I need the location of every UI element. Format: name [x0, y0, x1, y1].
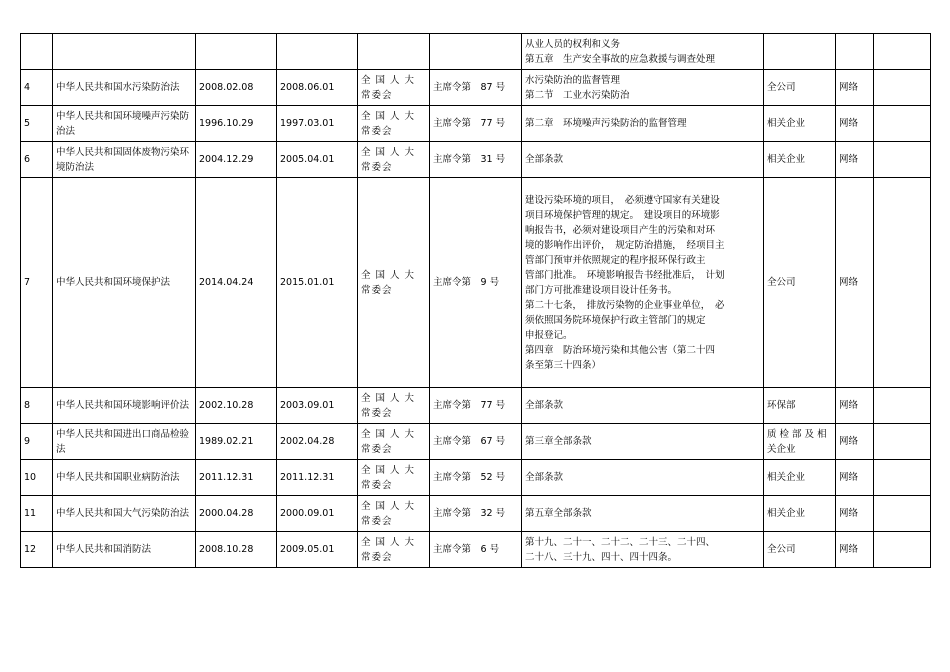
issue-date-cell: 2014.04.24	[196, 178, 277, 388]
order-number-cell: 主席令第 32 号	[430, 496, 522, 532]
clause-line: 建设污染环境的项目， 必须遵守国家有关建设	[525, 194, 720, 206]
source-cell: 网络	[836, 460, 874, 496]
law-name-cell: 中华人民共和国大气污染防治法	[53, 496, 196, 532]
issuing-authority-cell: 全 国 人 大 常委会	[358, 460, 430, 496]
table-row	[21, 142, 931, 178]
source-cell: 网络	[836, 532, 874, 568]
row-number-cell: 5	[21, 106, 53, 142]
applicable-clauses-cell	[522, 424, 764, 460]
effective-date-cell: 2008.06.01	[277, 70, 358, 106]
issue-date-cell	[196, 34, 277, 70]
effective-date-cell: 2003.09.01	[277, 388, 358, 424]
row-number-cell: 9	[21, 424, 53, 460]
regulations-table-body	[21, 34, 931, 568]
table-row	[21, 460, 931, 496]
clause-line: 第二十七条， 排放污染物的企业事业单位， 必	[525, 299, 725, 311]
effective-date-cell: 1997.03.01	[277, 106, 358, 142]
issue-date-cell: 2000.04.28	[196, 496, 277, 532]
clause-line: 从业人员的权利和义务	[525, 38, 621, 50]
blank-cell	[874, 34, 931, 70]
table-row	[21, 34, 931, 70]
clause-line: 第二章 环境噪声污染防治的监督管理	[525, 118, 687, 129]
blank-cell	[874, 388, 931, 424]
applicable-scope-cell: 质 检 部 及 相关企业	[764, 424, 836, 460]
order-number-cell	[430, 34, 522, 70]
law-name-cell: 中华人民共和国环境影响评价法	[53, 388, 196, 424]
table-row	[21, 106, 931, 142]
issuing-authority-cell: 全 国 人 大 常委会	[358, 106, 430, 142]
law-name-cell	[53, 34, 196, 70]
applicable-scope-cell: 相关企业	[764, 460, 836, 496]
order-number-cell: 主席令第 87 号	[430, 70, 522, 106]
row-number-cell: 7	[21, 178, 53, 388]
blank-cell	[874, 532, 931, 568]
applicable-clauses-cell	[522, 142, 764, 178]
row-number-cell: 6	[21, 142, 53, 178]
applicable-clauses-cell	[522, 178, 764, 388]
blank-cell	[874, 142, 931, 178]
clause-line: 管部门预审并依照规定的程序报环保行政主	[525, 254, 706, 266]
order-number-cell: 主席令第 9 号	[430, 178, 522, 388]
source-cell	[836, 34, 874, 70]
source-cell: 网络	[836, 142, 874, 178]
issue-date-cell: 1989.02.21	[196, 424, 277, 460]
issuing-authority-cell: 全 国 人 大 常委会	[358, 496, 430, 532]
blank-cell	[874, 70, 931, 106]
source-cell: 网络	[836, 178, 874, 388]
law-name-cell: 中华人民共和国固体废物污染环境防治法	[53, 142, 196, 178]
applicable-scope-cell: 相关企业	[764, 106, 836, 142]
table-row	[21, 424, 931, 460]
issuing-authority-cell: 全 国 人 大 常委会	[358, 142, 430, 178]
law-name-cell: 中华人民共和国进出口商品检验法	[53, 424, 196, 460]
clause-line: 项目环境保护管理的规定。 建设项目的环境影	[525, 209, 720, 221]
applicable-scope-cell: 相关企业	[764, 142, 836, 178]
law-name-cell: 中华人民共和国环境保护法	[53, 178, 196, 388]
clause-line: 响报告书，必须对建设项目产生的污染和对环	[525, 224, 716, 236]
order-number-cell: 主席令第 31 号	[430, 142, 522, 178]
issuing-authority-cell: 全 国 人 大 常委会	[358, 70, 430, 106]
clause-line: 管部门批准。 环境影响报告书经批准后， 计划	[525, 269, 725, 281]
clause-line: 水污染防治的监督管理	[525, 74, 621, 86]
law-name-cell: 中华人民共和国消防法	[53, 532, 196, 568]
table-row	[21, 496, 931, 532]
source-cell: 网络	[836, 106, 874, 142]
clause-line: 部门方可批准建设项目设计任务书。	[525, 284, 678, 296]
applicable-scope-cell	[764, 34, 836, 70]
effective-date-cell: 2002.04.28	[277, 424, 358, 460]
issue-date-cell: 1996.10.29	[196, 106, 277, 142]
clause-line: 第四章 防治环境污染和其他公害（第二十四	[525, 344, 716, 356]
source-cell: 网络	[836, 70, 874, 106]
applicable-clauses-cell	[522, 496, 764, 532]
applicable-scope-cell: 全公司	[764, 178, 836, 388]
effective-date-cell: 2005.04.01	[277, 142, 358, 178]
applicable-clauses-cell	[522, 106, 764, 142]
applicable-clauses-cell	[522, 34, 764, 70]
clause-line: 第二节 工业水污染防治	[525, 89, 630, 101]
issuing-authority-cell: 全 国 人 大 常委会	[358, 532, 430, 568]
effective-date-cell	[277, 34, 358, 70]
clause-line: 条至第三十四条）	[525, 359, 602, 371]
row-number-cell: 10	[21, 460, 53, 496]
row-number-cell: 4	[21, 70, 53, 106]
applicable-clauses-cell	[522, 388, 764, 424]
order-number-cell: 主席令第 77 号	[430, 106, 522, 142]
source-cell: 网络	[836, 388, 874, 424]
effective-date-cell: 2011.12.31	[277, 460, 358, 496]
order-number-cell: 主席令第 52 号	[430, 460, 522, 496]
applicable-scope-cell: 全公司	[764, 532, 836, 568]
law-name-cell: 中华人民共和国水污染防治法	[53, 70, 196, 106]
issuing-authority-cell: 全 国 人 大 常委会	[358, 388, 430, 424]
regulations-table	[20, 33, 931, 568]
clause-line: 第三章全部条款	[525, 436, 592, 447]
applicable-scope-cell: 环保部	[764, 388, 836, 424]
issue-date-cell: 2008.02.08	[196, 70, 277, 106]
table-row	[21, 532, 931, 568]
clause-line: 第五章全部条款	[525, 508, 592, 519]
order-number-cell: 主席令第 67 号	[430, 424, 522, 460]
issue-date-cell: 2008.10.28	[196, 532, 277, 568]
source-cell: 网络	[836, 424, 874, 460]
source-cell: 网络	[836, 496, 874, 532]
row-number-cell: 8	[21, 388, 53, 424]
issuing-authority-cell: 全 国 人 大 常委会	[358, 424, 430, 460]
blank-cell	[874, 496, 931, 532]
effective-date-cell: 2009.05.01	[277, 532, 358, 568]
blank-cell	[874, 460, 931, 496]
law-name-cell: 中华人民共和国职业病防治法	[53, 460, 196, 496]
table-row	[21, 70, 931, 106]
law-name-cell: 中华人民共和国环境噪声污染防治法	[53, 106, 196, 142]
applicable-clauses-cell	[522, 532, 764, 568]
clause-line: 全部条款	[525, 400, 564, 411]
applicable-clauses-cell	[522, 70, 764, 106]
row-number-cell	[21, 34, 53, 70]
blank-cell	[874, 178, 931, 388]
blank-cell	[874, 424, 931, 460]
order-number-cell: 主席令第 6 号	[430, 532, 522, 568]
row-number-cell: 11	[21, 496, 53, 532]
clause-line: 须依照国务院环境保护行政主管部门的规定	[525, 314, 706, 326]
clause-line: 第十九、二十一、二十二、二十三、二十四、	[525, 536, 716, 548]
applicable-clauses-cell	[522, 460, 764, 496]
table-row	[21, 178, 931, 388]
effective-date-cell: 2015.01.01	[277, 178, 358, 388]
issuing-authority-cell: 全 国 人 大 常委会	[358, 178, 430, 388]
issue-date-cell: 2011.12.31	[196, 460, 277, 496]
order-number-cell: 主席令第 77 号	[430, 388, 522, 424]
clause-line: 二十八、三十九、四十、四十四条。	[525, 551, 678, 563]
issue-date-cell: 2004.12.29	[196, 142, 277, 178]
row-number-cell: 12	[21, 532, 53, 568]
clause-line: 境的影响作出评价， 规定防治措施， 经项目主	[525, 239, 725, 251]
clause-line: 申报登记。	[525, 329, 573, 341]
table-row	[21, 388, 931, 424]
issue-date-cell: 2002.10.28	[196, 388, 277, 424]
clause-line: 全部条款	[525, 472, 564, 483]
blank-cell	[874, 106, 931, 142]
clause-line: 第五章 生产安全事故的应急救援与调查处理	[525, 53, 716, 65]
effective-date-cell: 2000.09.01	[277, 496, 358, 532]
clause-line: 全部条款	[525, 154, 564, 165]
applicable-scope-cell: 相关企业	[764, 496, 836, 532]
issuing-authority-cell	[358, 34, 430, 70]
applicable-scope-cell: 全公司	[764, 70, 836, 106]
